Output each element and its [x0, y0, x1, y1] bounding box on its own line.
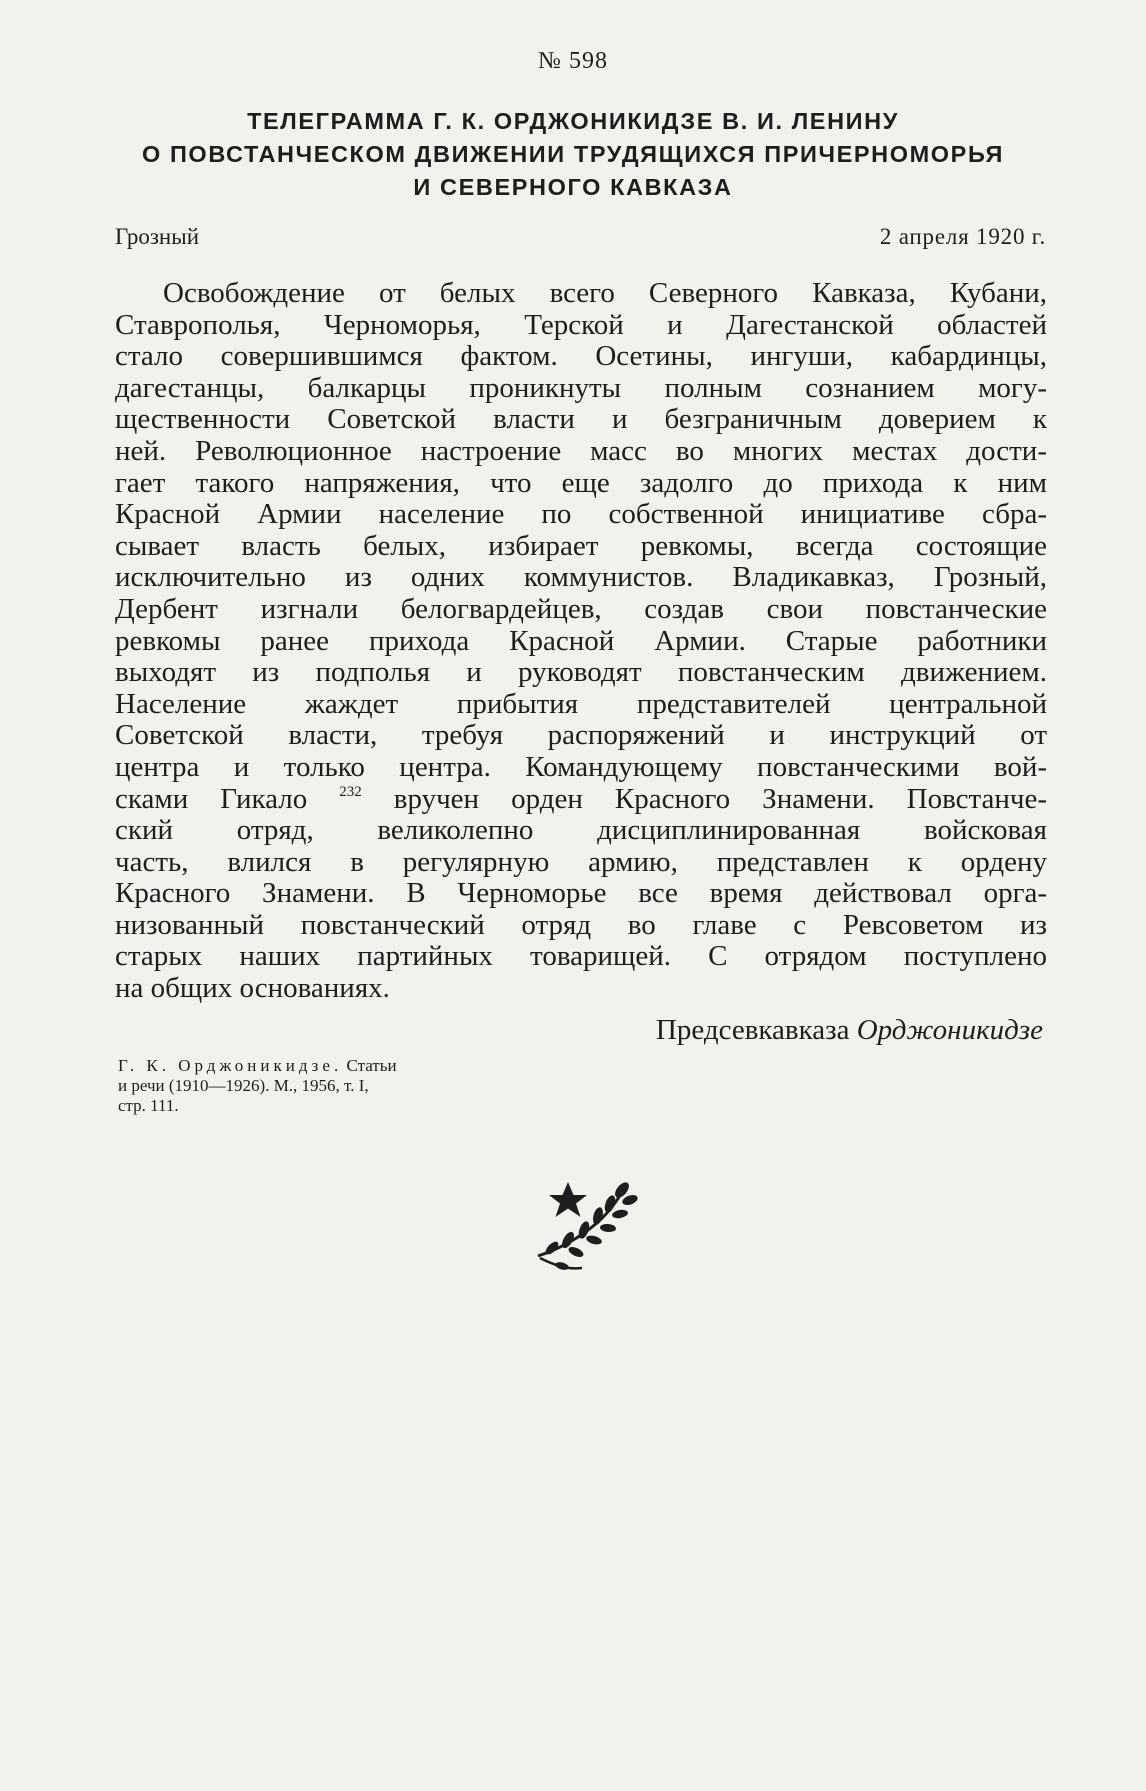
source-line — [118, 1056, 508, 1076]
body-line: выходят из подполья и руководят повстанческим движением. — [115, 656, 1047, 689]
body-line: центра и только центра. Командующему повстанческими вой- — [115, 750, 1047, 783]
body-line: Красного Знамени. В Черноморье все время действовал орга- — [115, 877, 1047, 910]
source-line: стр. 111. — [118, 1096, 179, 1115]
source-citation — [118, 1056, 508, 1116]
laurel-leaf — [567, 1245, 585, 1259]
signature-name: Орджоникидзе — [856, 1014, 1043, 1046]
star-icon — [549, 1182, 587, 1217]
signature-position: Предсевкавказа — [655, 1014, 850, 1046]
laurel-leaf — [585, 1234, 603, 1246]
body-line: старых наших партийных товарищей. С отрядом поступлено — [115, 940, 1047, 973]
body-line-part: сками Гикало — [115, 782, 340, 815]
body-line: Дербент изгнали белогвардейцев, создав свои повстанческие — [115, 592, 1047, 625]
document-title — [100, 105, 1046, 204]
body-line: Красной Армии население по собственной инициативе сбра- — [115, 498, 1047, 531]
body-line-part: вручен орден Красного Знамени. Повстанче- — [361, 782, 1047, 815]
document-date: 2 апреля 1920 г. — [879, 224, 1046, 249]
body-line — [115, 784, 1047, 816]
body-line: Освобождение от белых всего Северного Кавказа, Кубани, — [163, 277, 1047, 309]
laurel-leaf — [611, 1209, 628, 1220]
body-line: стало совершившимся фактом. Осетины, ингуши, кабардинцы, — [115, 340, 1047, 373]
source-author: Г. К. Орджоникидзе. — [118, 1056, 343, 1075]
body-line: на общих основаниях. — [115, 972, 390, 1005]
document-number: № 598 — [538, 48, 608, 74]
star-laurel-ornament-icon — [532, 1178, 644, 1274]
body-line: ней. Революционное настроение масс во многих местах дости- — [115, 434, 1047, 467]
body-line: гает такого напряжения, что еще задолго до прихода к ним — [115, 466, 1047, 499]
body-line: исключительно из одних коммунистов. Владикавказ, Грозный, — [115, 561, 1047, 594]
place-of-origin: Грозный — [115, 224, 200, 249]
body-line: ревкомы ранее прихода Красной Армии. Старые работники — [115, 624, 1047, 657]
body-line: Советской власти, требуя распоряжений и инструкций от — [115, 719, 1047, 752]
laurel-leaf — [600, 1223, 617, 1232]
body-line: дагестанцы, балкарцы проникнуты полным сознанием могу- — [115, 371, 1047, 404]
title-line: О ПОВСТАНЧЕСКОМ ДВИЖЕНИИ ТРУДЯЩИХСЯ ПРИЧЕРНОМОРЬЯ — [141, 141, 1005, 167]
footnote-reference: 232 — [339, 783, 362, 800]
signature — [656, 1014, 1043, 1047]
body-line: Население жаждет прибытия представителей центральной — [115, 687, 1047, 720]
source-title: Статьи — [346, 1056, 397, 1075]
body-line: щественности Советской власти и безграничным доверием к — [115, 403, 1047, 436]
telegram-body — [115, 278, 1047, 1005]
body-line: сывает власть белых, избирает ревкомы, всегда состоящие — [115, 529, 1047, 562]
body-line: ский отряд, великолепно дисциплинированная войсковая — [115, 814, 1047, 847]
title-line: ТЕЛЕГРАММА Г. К. ОРДЖОНИКИДЗЕ В. И. ЛЕНИНУ — [247, 108, 899, 134]
title-line: И СЕВЕРНОГО КАВКАЗА — [413, 174, 733, 200]
source-line: и речи (1910—1926). М., 1956, т. I, — [118, 1076, 369, 1095]
body-line: часть, влился в регулярную армию, представлен к ордену — [115, 845, 1047, 878]
body-line: Ставрополья, Черноморья, Терской и Дагестанской областей — [115, 308, 1047, 341]
laurel-leaf — [554, 1261, 569, 1271]
body-line: низованный повстанческий отряд во главе с Ревсоветом из — [115, 908, 1047, 941]
